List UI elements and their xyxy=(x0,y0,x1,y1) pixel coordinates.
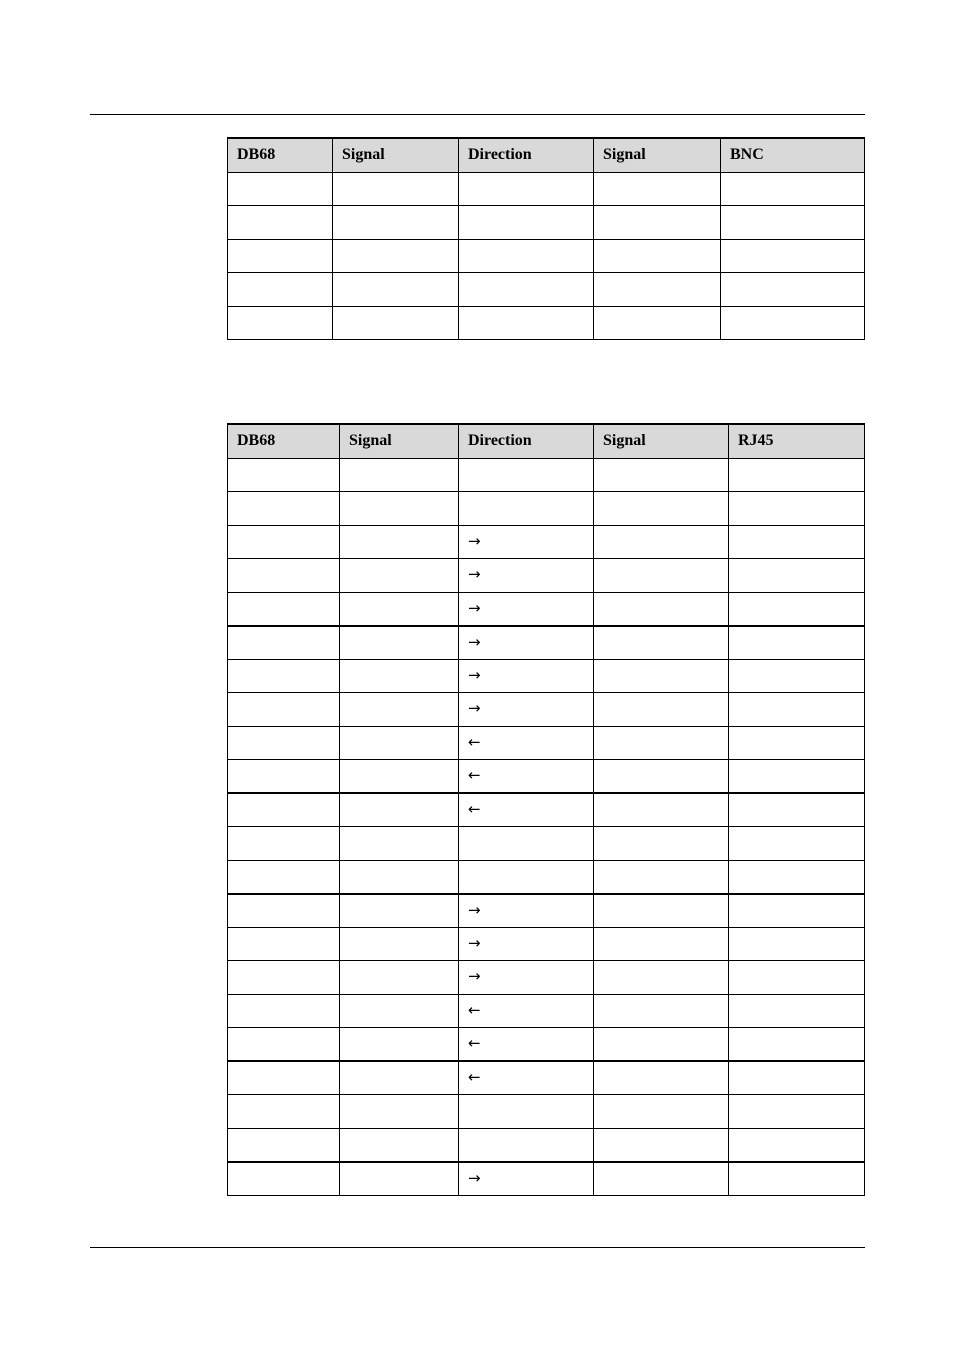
arrow-left-icon: ← xyxy=(468,800,481,818)
table-cell xyxy=(340,458,459,492)
table-cell xyxy=(340,492,459,526)
table-cell xyxy=(228,626,340,660)
column-header-db68: DB68 xyxy=(228,424,340,458)
table-cell xyxy=(594,239,721,273)
column-header-direction: Direction xyxy=(459,138,594,172)
table-cell xyxy=(459,827,594,861)
table-cell xyxy=(594,492,729,526)
table-row xyxy=(228,592,865,626)
table-cell xyxy=(721,306,865,340)
table-cell xyxy=(340,1095,459,1129)
table-cell xyxy=(459,273,594,307)
table-cell xyxy=(228,492,340,526)
table-row xyxy=(228,626,865,660)
column-header-signal: Signal xyxy=(333,138,459,172)
table-cell xyxy=(594,559,729,593)
table-cell xyxy=(594,525,729,559)
table-cell xyxy=(340,1028,459,1062)
arrow-right-icon: → xyxy=(468,531,481,550)
table-row xyxy=(228,172,865,206)
table-cell xyxy=(340,827,459,861)
table-row xyxy=(228,894,865,928)
table-cell xyxy=(228,793,340,827)
table-header-row xyxy=(228,424,865,458)
table-cell xyxy=(459,693,594,727)
table-cell xyxy=(594,1061,729,1095)
arrow-left-icon: ← xyxy=(468,1068,481,1086)
column-header-signal: Signal xyxy=(594,424,729,458)
table-row xyxy=(228,726,865,760)
table-cell xyxy=(333,273,459,307)
table-cell xyxy=(729,793,865,827)
table-cell xyxy=(594,961,729,995)
table-cell xyxy=(340,961,459,995)
table-cell xyxy=(459,592,594,626)
table-cell xyxy=(729,492,865,526)
table-cell xyxy=(459,306,594,340)
table-cell xyxy=(729,1162,865,1196)
table-cell xyxy=(721,273,865,307)
table-cell xyxy=(228,927,340,961)
table-cell xyxy=(459,626,594,660)
table-cell xyxy=(459,726,594,760)
table-row xyxy=(228,827,865,861)
table-cell xyxy=(594,894,729,928)
table-cell xyxy=(459,961,594,995)
table-row xyxy=(228,994,865,1028)
footer-rule xyxy=(90,1247,865,1248)
table-cell xyxy=(459,1095,594,1129)
table-row xyxy=(228,793,865,827)
table-cell xyxy=(459,1162,594,1196)
table-cell xyxy=(228,994,340,1028)
table-cell xyxy=(729,626,865,660)
table-cell xyxy=(594,273,721,307)
arrow-right-icon: → xyxy=(468,598,481,617)
table-cell xyxy=(729,961,865,995)
table-cell xyxy=(340,1162,459,1196)
table-cell xyxy=(594,1128,729,1162)
table-cell xyxy=(228,306,333,340)
table-cell xyxy=(228,726,340,760)
column-header-signal: Signal xyxy=(340,424,459,458)
table-cell xyxy=(340,1061,459,1095)
db68-bnc-pinout-table xyxy=(227,137,865,340)
table-cell xyxy=(594,626,729,660)
table-row xyxy=(228,206,865,240)
table-cell xyxy=(459,927,594,961)
column-header-rj45: RJ45 xyxy=(729,424,865,458)
table-cell xyxy=(594,760,729,794)
table-cell xyxy=(228,1128,340,1162)
table-cell xyxy=(729,994,865,1028)
table-cell xyxy=(228,1028,340,1062)
table-cell xyxy=(729,827,865,861)
table-cell xyxy=(459,793,594,827)
table-cell xyxy=(459,206,594,240)
table-cell xyxy=(594,592,729,626)
table-cell xyxy=(459,1128,594,1162)
table-cell xyxy=(729,525,865,559)
table-cell xyxy=(459,492,594,526)
table-cell xyxy=(228,458,340,492)
table-cell xyxy=(228,1061,340,1095)
table-cell xyxy=(340,659,459,693)
table-cell xyxy=(594,172,721,206)
table-cell xyxy=(594,458,729,492)
table-row xyxy=(228,559,865,593)
table-cell xyxy=(729,458,865,492)
db68-rj45-pinout-table xyxy=(227,423,865,1196)
table-cell xyxy=(729,894,865,928)
table-row xyxy=(228,492,865,526)
table-cell xyxy=(594,927,729,961)
table-cell xyxy=(594,726,729,760)
table-cell xyxy=(721,206,865,240)
arrow-right-icon: → xyxy=(468,632,481,651)
table-cell xyxy=(228,525,340,559)
table-row xyxy=(228,1028,865,1062)
table-row xyxy=(228,927,865,961)
table-cell xyxy=(228,592,340,626)
table-row xyxy=(228,860,865,894)
table-cell xyxy=(729,760,865,794)
table-row xyxy=(228,239,865,273)
table-cell xyxy=(594,860,729,894)
arrow-right-icon: → xyxy=(468,699,481,718)
table-row xyxy=(228,525,865,559)
table-cell xyxy=(459,172,594,206)
table-row xyxy=(228,1128,865,1162)
table-cell xyxy=(340,994,459,1028)
table-cell xyxy=(340,693,459,727)
table-cell xyxy=(459,1061,594,1095)
table-cell xyxy=(333,172,459,206)
arrow-left-icon: ← xyxy=(468,732,481,751)
table-cell xyxy=(594,1095,729,1129)
table-cell xyxy=(729,1061,865,1095)
table-cell xyxy=(228,760,340,794)
arrow-right-icon: → xyxy=(468,665,481,684)
table-cell xyxy=(721,172,865,206)
table-cell xyxy=(459,525,594,559)
table-cell xyxy=(228,659,340,693)
table-cell xyxy=(340,927,459,961)
arrow-right-icon: → xyxy=(468,967,481,986)
table-cell xyxy=(340,726,459,760)
table-cell xyxy=(459,559,594,593)
column-header-db68: DB68 xyxy=(228,138,333,172)
table-cell xyxy=(594,693,729,727)
table-cell xyxy=(729,559,865,593)
arrow-left-icon: ← xyxy=(468,1034,481,1052)
table-row xyxy=(228,1061,865,1095)
table-cell xyxy=(228,559,340,593)
table-cell xyxy=(729,1028,865,1062)
table-cell xyxy=(228,172,333,206)
table-cell xyxy=(228,860,340,894)
table-cell xyxy=(459,458,594,492)
header-rule xyxy=(90,114,865,115)
table-cell xyxy=(594,793,729,827)
table-cell xyxy=(228,1095,340,1129)
table-cell xyxy=(228,894,340,928)
column-header-direction: Direction xyxy=(459,424,594,458)
table-cell xyxy=(729,659,865,693)
table-cell xyxy=(228,827,340,861)
arrow-left-icon: ← xyxy=(468,766,481,784)
table-cell xyxy=(594,994,729,1028)
table-cell xyxy=(594,659,729,693)
arrow-right-icon: → xyxy=(468,933,481,952)
table-cell xyxy=(228,273,333,307)
table-cell xyxy=(228,693,340,727)
table-cell xyxy=(729,927,865,961)
arrow-right-icon: → xyxy=(468,565,481,584)
table-cell xyxy=(729,726,865,760)
table-row xyxy=(228,1095,865,1129)
column-header-signal: Signal xyxy=(594,138,721,172)
table-cell xyxy=(340,626,459,660)
table-cell xyxy=(729,860,865,894)
table-cell xyxy=(340,793,459,827)
table-row xyxy=(228,760,865,794)
table-cell xyxy=(333,306,459,340)
table-cell xyxy=(340,860,459,894)
table-row xyxy=(228,659,865,693)
table-header-row xyxy=(228,138,865,172)
table-cell xyxy=(340,592,459,626)
table-cell xyxy=(594,206,721,240)
arrow-right-icon: → xyxy=(468,900,481,919)
table-cell xyxy=(459,994,594,1028)
table-cell xyxy=(459,894,594,928)
table-row xyxy=(228,961,865,995)
table-cell xyxy=(228,1162,340,1196)
table-cell xyxy=(721,239,865,273)
table-cell xyxy=(333,206,459,240)
table-cell xyxy=(340,760,459,794)
table-cell xyxy=(459,239,594,273)
table-cell xyxy=(594,1028,729,1062)
table-cell xyxy=(594,1162,729,1196)
table-row xyxy=(228,458,865,492)
table-cell xyxy=(459,860,594,894)
table-cell xyxy=(340,894,459,928)
table-cell xyxy=(594,827,729,861)
table-cell xyxy=(459,659,594,693)
table-row xyxy=(228,306,865,340)
table-row xyxy=(228,693,865,727)
arrow-right-icon: → xyxy=(468,1168,481,1187)
table-row xyxy=(228,1162,865,1196)
table-cell xyxy=(228,239,333,273)
table-cell xyxy=(729,1128,865,1162)
column-header-bnc: BNC xyxy=(721,138,865,172)
table-cell xyxy=(729,1095,865,1129)
table-cell xyxy=(228,206,333,240)
table-cell xyxy=(228,961,340,995)
table-cell xyxy=(340,525,459,559)
table-cell xyxy=(340,559,459,593)
table-cell xyxy=(729,592,865,626)
table-cell xyxy=(459,1028,594,1062)
table-cell xyxy=(333,239,459,273)
table-cell xyxy=(729,693,865,727)
table-cell xyxy=(340,1128,459,1162)
table-row xyxy=(228,273,865,307)
table-cell xyxy=(594,306,721,340)
arrow-left-icon: ← xyxy=(468,1000,481,1019)
table-cell xyxy=(459,760,594,794)
